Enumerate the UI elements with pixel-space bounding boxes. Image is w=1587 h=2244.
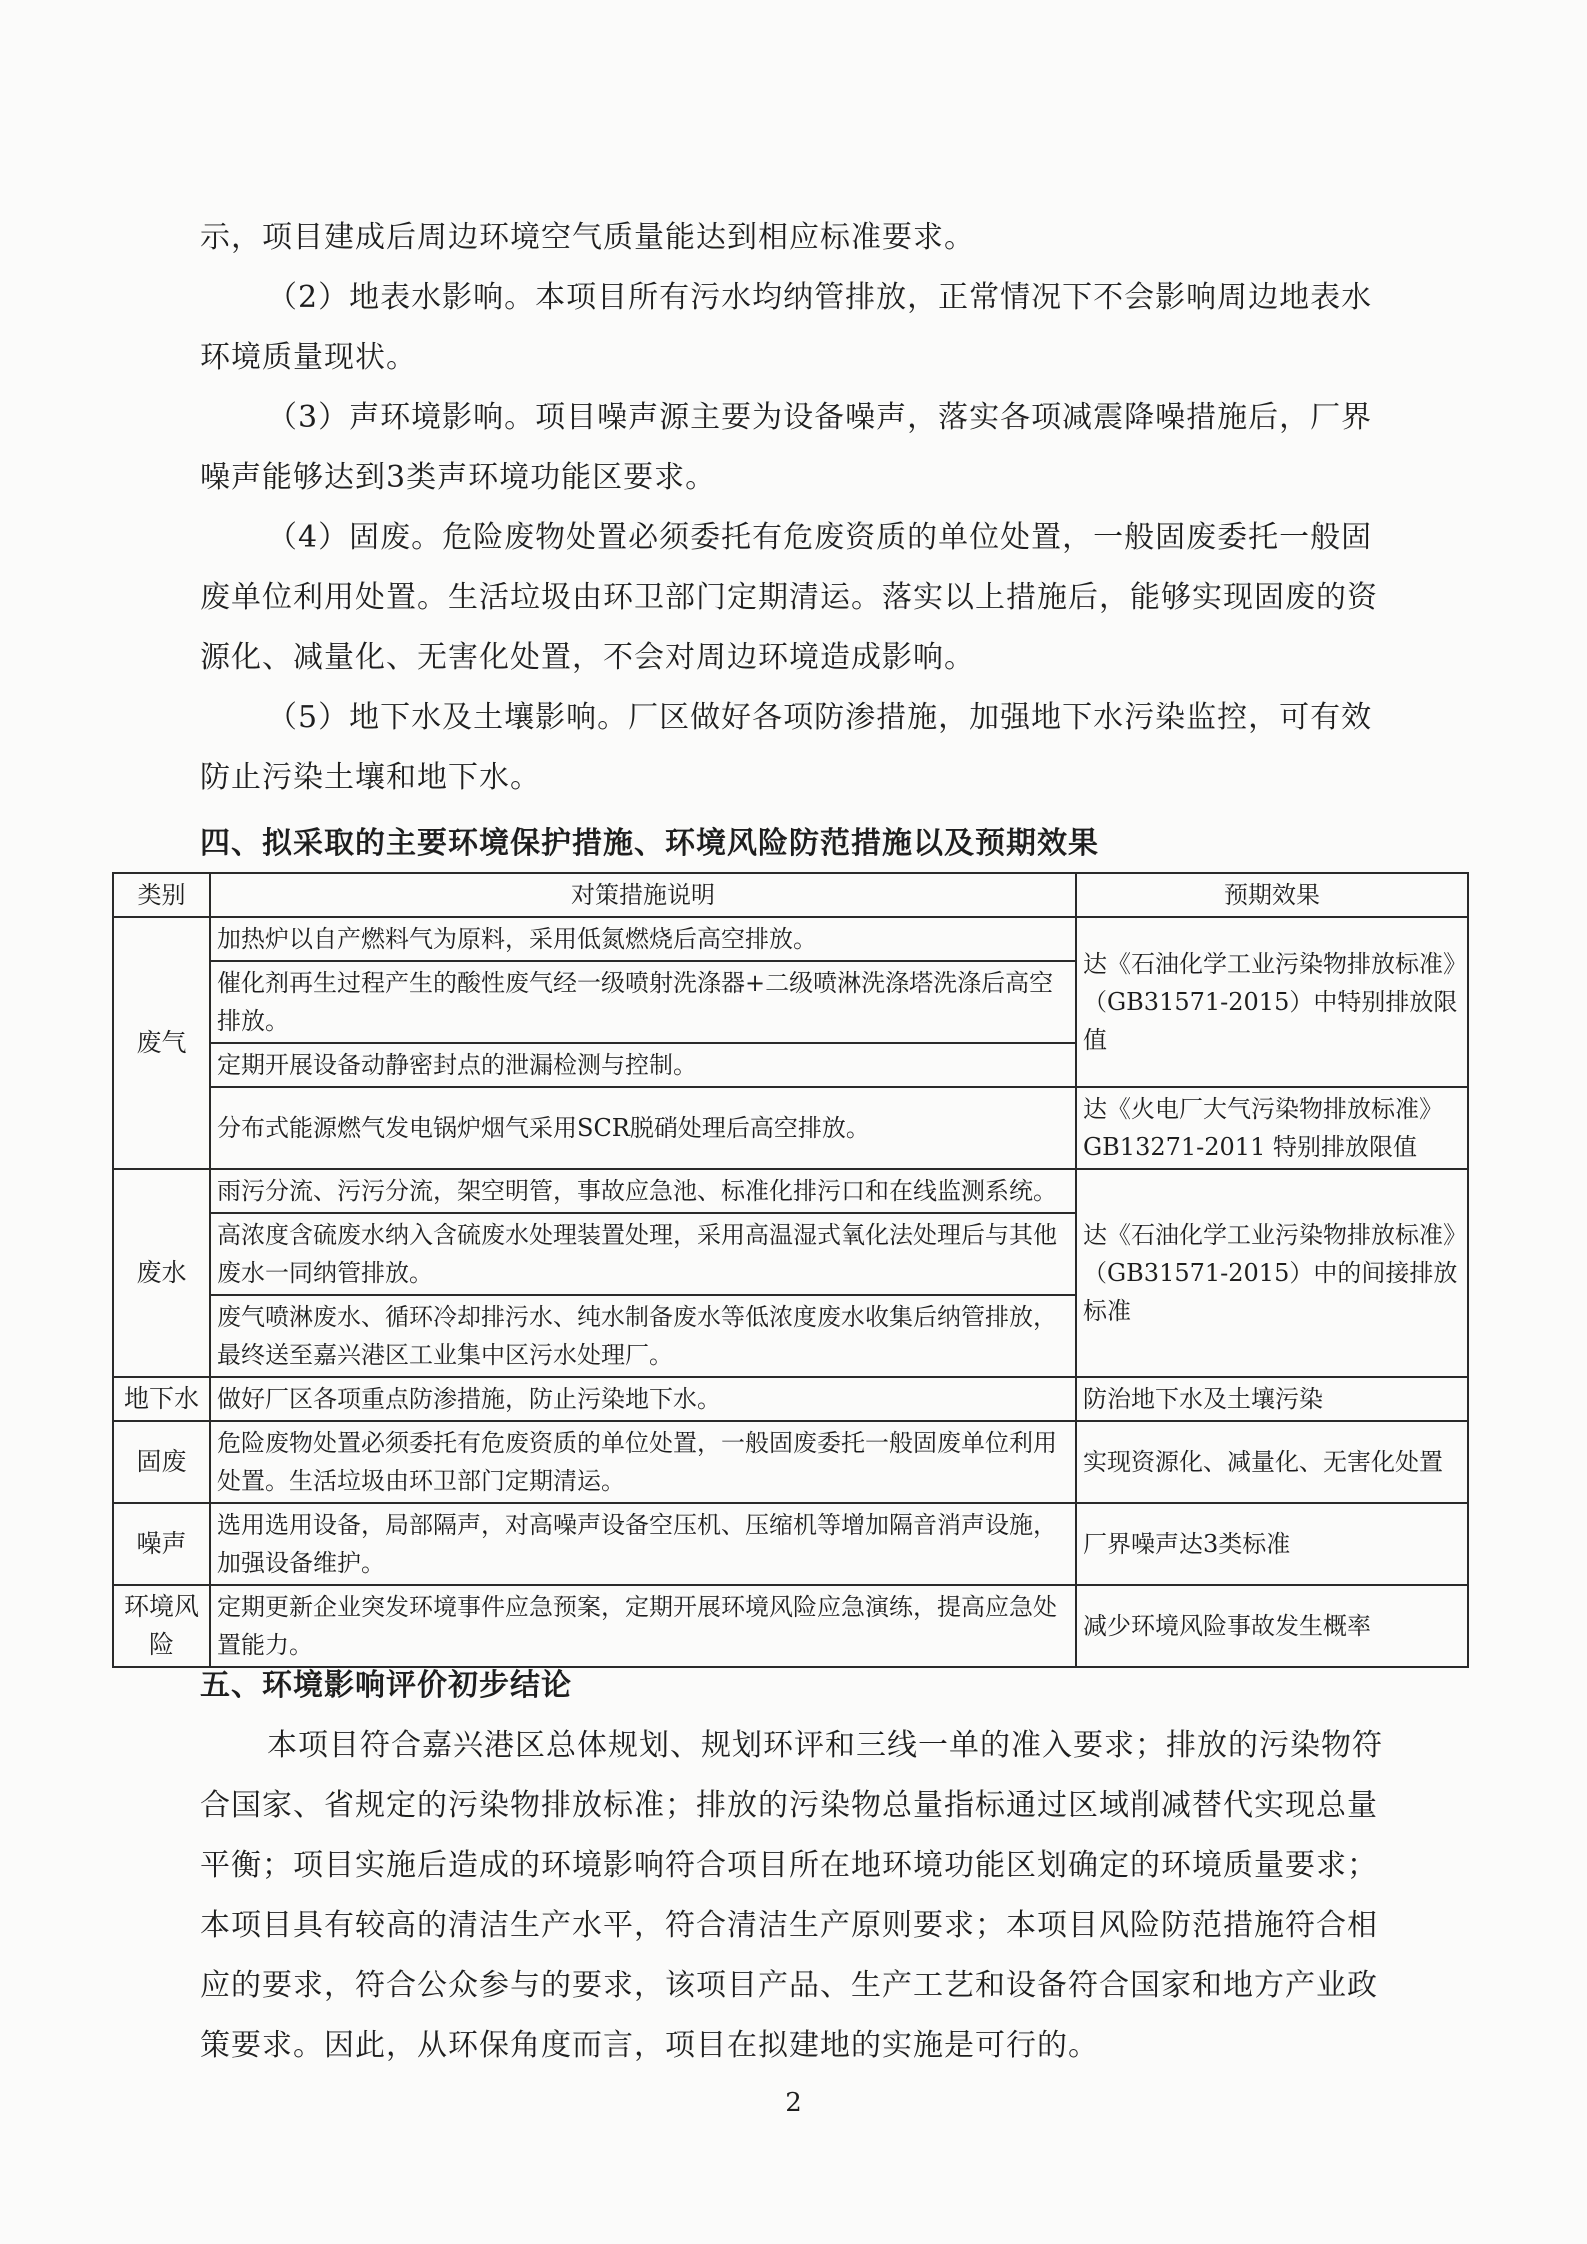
table-row [113, 1585, 1468, 1667]
paragraph-air-quality-end: 示，项目建成后周边环境空气质量能达到相应标准要求。 [200, 220, 975, 255]
table-header-row [113, 873, 1468, 917]
waste-gas-measure-2: 催化剂再生过程产生的酸性废气经一级喷射洗涤器+二级喷淋洗涤塔洗涤后高空排放。 [210, 961, 1076, 1043]
solid-waste-measure: 危险废物处置必须委托有危废资质的单位处置，一般固废委托一般固废单位利用处置。生活垃圾由环卫部门定期清运。 [210, 1421, 1076, 1503]
paragraph-noise: （3）声环境影响。项目噪声源主要为设备噪声，落实各项减震降噪措施后，厂界噪声能够达到3类声环境功能区要求。 [200, 400, 1373, 495]
section-5-heading: 五、环境影响评价初步结论 [200, 1668, 572, 1703]
waste-water-measure-1: 雨污分流、污污分流，架空明管，事故应急池、标准化排污口和在线监测系统。 [210, 1169, 1076, 1213]
category-solid-waste: 固废 [113, 1421, 210, 1503]
table-row [113, 1503, 1468, 1585]
section-4-heading: 四、拟采取的主要环境保护措施、环境风险防范措施以及预期效果 [200, 826, 1099, 861]
waste-gas-measure-4: 分布式能源燃气发电锅炉烟气采用SCR脱硝处理后高空排放。 [210, 1087, 1076, 1169]
solid-waste-effect: 实现资源化、减量化、无害化处置 [1076, 1421, 1468, 1503]
page-number: 2 [785, 2088, 802, 2118]
table-row [113, 917, 1468, 961]
groundwater-measure: 做好厂区各项重点防渗措施，防止污染地下水。 [210, 1377, 1076, 1421]
table-row [113, 1169, 1468, 1213]
category-waste-water: 废水 [113, 1169, 210, 1377]
risk-effect: 减少环境风险事故发生概率 [1076, 1585, 1468, 1667]
groundwater-effect: 防治地下水及土壤污染 [1076, 1377, 1468, 1421]
risk-measure: 定期更新企业突发环境事件应急预案，定期开展环境风险应急演练，提高应急处置能力。 [210, 1585, 1076, 1667]
paragraph-surface-water: （2）地表水影响。本项目所有污水均纳管排放，正常情况下不会影响周边地表水环境质量现状。 [200, 280, 1373, 375]
category-groundwater: 地下水 [113, 1377, 210, 1421]
category-noise: 噪声 [113, 1503, 210, 1585]
environmental-measures-table [112, 872, 1469, 1668]
table-row [113, 1421, 1468, 1503]
header-category: 类别 [113, 873, 210, 917]
noise-effect: 厂界噪声达3类标准 [1076, 1503, 1468, 1585]
table-row [113, 1377, 1468, 1421]
paragraph-groundwater-soil: （5）地下水及土壤影响。厂区做好各项防渗措施，加强地下水污染监控，可有效防止污染土壤和地下水。 [200, 700, 1373, 795]
waste-gas-effect-1: 达《石油化学工业污染物排放标准》（GB31571-2015）中特别排放限值 [1076, 917, 1468, 1087]
waste-water-measure-3: 废气喷淋废水、循环冷却排污水、纯水制备废水等低浓度废水收集后纳管排放，最终送至嘉兴港区工业集中区污水处理厂。 [210, 1295, 1076, 1377]
category-waste-gas: 废气 [113, 917, 210, 1169]
waste-gas-measure-1: 加热炉以自产燃料气为原料，采用低氮燃烧后高空排放。 [210, 917, 1076, 961]
table-row [113, 1087, 1468, 1169]
header-effect: 预期效果 [1076, 873, 1468, 917]
category-environmental-risk: 环境风险 [113, 1585, 210, 1667]
paragraph-solid-waste: （4）固废。危险废物处置必须委托有危废资质的单位处置，一般固废委托一般固废单位利用处置。生活垃圾由环卫部门定期清运。落实以上措施后，能够实现固废的资源化、减量化、无害化处置，不会对周边环境造成影响。 [200, 520, 1378, 675]
noise-measure: 选用选用设备，局部隔声，对高噪声设备空压机、压缩机等增加隔音消声设施，加强设备维护。 [210, 1503, 1076, 1585]
waste-water-measure-2: 高浓度含硫废水纳入含硫废水处理装置处理，采用高温湿式氧化法处理后与其他废水一同纳管排放。 [210, 1213, 1076, 1295]
header-measure: 对策措施说明 [210, 873, 1076, 917]
waste-gas-measure-3: 定期开展设备动静密封点的泄漏检测与控制。 [210, 1043, 1076, 1087]
waste-water-effect: 达《石油化学工业污染物排放标准》（GB31571-2015）中的间接排放标准 [1076, 1169, 1468, 1377]
waste-gas-effect-2: 达《火电厂大气污染物排放标准》GB13271-2011 特别排放限值 [1076, 1087, 1468, 1169]
paragraph-conclusion: 本项目符合嘉兴港区总体规划、规划环评和三线一单的准入要求；排放的污染物符合国家、省规定的污染物排放标准；排放的污染物总量指标通过区域削减替代实现总量平衡；项目实施后造成的环境影响符合项目所在地环境功能区划确定的环境质量要求；本项目具有较高的清洁生产水平，符合清洁生产原则要求；本项目风险防范措施符合相应的要求，符合公众参与的要求，该项目产品、生产工艺和设备符合国家和地方产业政策要求。因此，从环保角度而言，项目在拟建地的实施是可行的。 [200, 1728, 1383, 2063]
